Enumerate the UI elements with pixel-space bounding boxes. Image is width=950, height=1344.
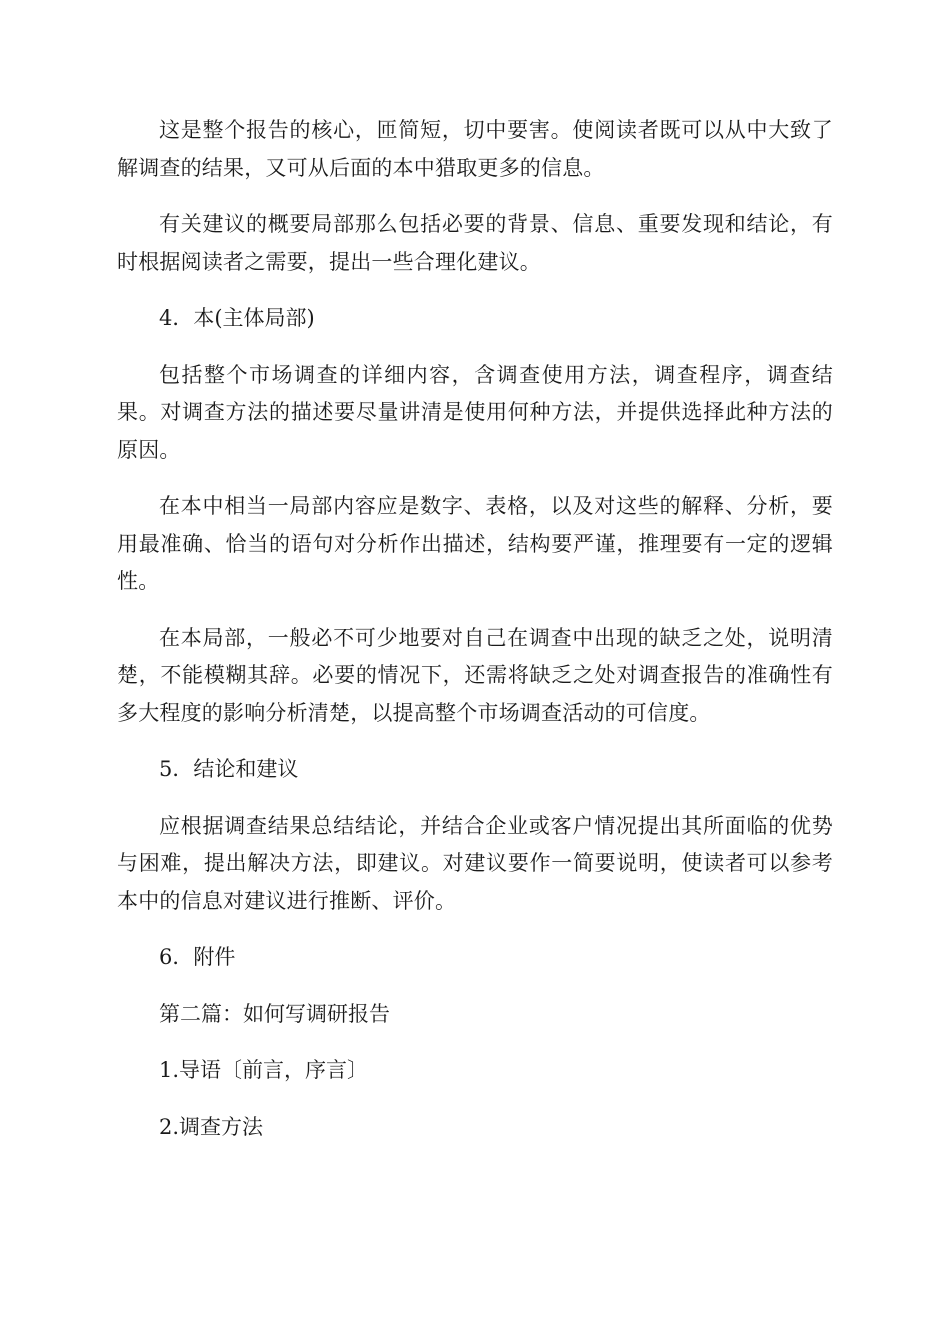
list-item-methods: 2.调查方法	[159, 1114, 264, 1139]
paragraph-conclusions: 应根据调查结果总结结论，并结合企业或客户情况提出其所面临的优势与困难，提出解决方法，即建议。对建议要作一简要说明，使读者可以参考本中的信息对建议进行推断、评价。	[117, 813, 833, 913]
section-heading-conclusions: 5．结论和建议	[159, 757, 299, 781]
paragraph-body-content: 包括整个市场调查的详细内容，含调查使用方法，调查程序，调查结果。对调查方法的描述要尽量讲清是使用何种方法，并提供选择此种方法的原因。	[117, 362, 833, 462]
document-page	[117, 112, 833, 1165]
paragraph-body-data: 在本中相当一局部内容应是数字、表格，以及对这些的解释、分析，要用最准确、恰当的语句对分析作出描述，结构要严谨，推理要有一定的逻辑性。	[117, 494, 833, 593]
section-heading-appendix: 6．附件	[159, 945, 236, 969]
section-heading-body: 4．本(主体局部)	[159, 306, 315, 330]
paragraph-summary-core: 这是整个报告的核心，匝简短，切中要害。使阅读者既可以从中大致了解调查的结果，又可从后面的本中猎取更多的信息。	[117, 118, 833, 180]
chapter-title-second: 第二篇：如何写调研报告	[159, 1001, 390, 1026]
list-item-introduction: 1.导语〔前言，序言〕	[159, 1058, 369, 1082]
paragraph-summary-suggestions: 有关建议的概要局部那么包括必要的背景、信息、重要发现和结论，有时根据阅读者之需要，提出一些合理化建议。	[117, 212, 833, 274]
paragraph-body-shortcomings: 在本局部，一般必不可少地要对自己在调查中出现的缺乏之处，说明清楚，不能模糊其辞。必要的情况下，还需将缺乏之处对调查报告的准确性有多大程度的影响分析清楚，以提高整个市场调查活动的可信度。	[117, 625, 833, 725]
